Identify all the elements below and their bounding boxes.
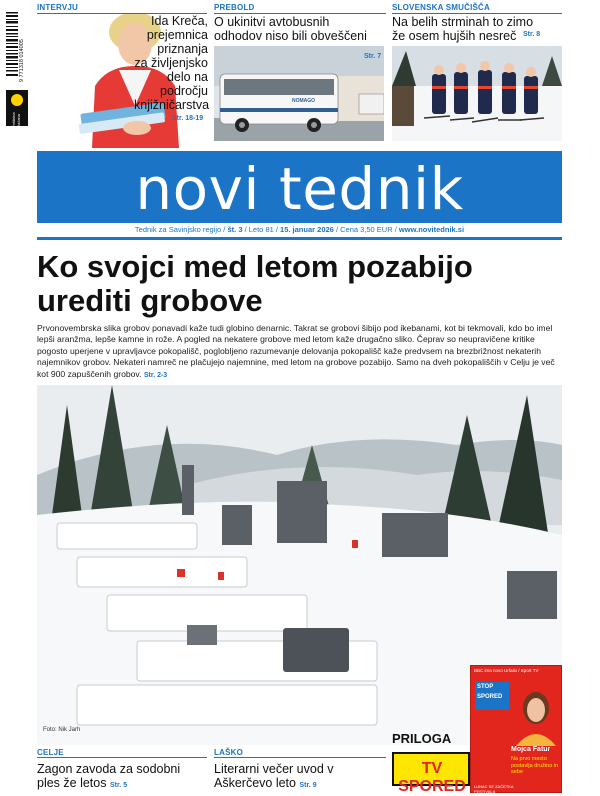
postage-label: Poštnina plačana bbox=[11, 112, 21, 128]
inset-logo bbox=[475, 682, 509, 710]
barcode bbox=[4, 8, 30, 128]
issue-price: / Cena 3,50 EUR / bbox=[335, 225, 397, 234]
skiers-illustration bbox=[392, 46, 562, 141]
inset-top-text: BBC ima novo Uršulo / Sport TV bbox=[474, 668, 539, 673]
teaser-smucisca-title[interactable]: Na belih strminah to zimo že osem hujših nesreč bbox=[392, 15, 534, 43]
teaser-prebold-title[interactable]: O ukinitvi avtobusnih odhodov niso bili obveščeni bbox=[214, 15, 367, 43]
section-label-smucisca: SLOVENSKA SMUČIŠČA bbox=[392, 3, 490, 12]
website-link[interactable]: www.novitednik.si bbox=[398, 225, 465, 234]
tv-guide-inset[interactable] bbox=[470, 665, 562, 793]
teaser-lasko-ref[interactable]: Str. 9 bbox=[299, 782, 317, 789]
section-label-intervju: INTERVJU bbox=[37, 3, 79, 12]
teaser-intervju-title[interactable]: Ida Kreča, prejemnica priznanja za življenjsko delo na področju knjižničarstva bbox=[134, 14, 210, 112]
teaser-smucisca-ref[interactable]: Str. 8 bbox=[523, 31, 541, 38]
newspaper-title[interactable]: novi tednik bbox=[135, 155, 464, 223]
main-lede bbox=[37, 323, 562, 381]
bus-photo[interactable] bbox=[214, 46, 384, 141]
ski-photo[interactable] bbox=[392, 46, 562, 141]
teaser-celje-ref[interactable]: Str. 5 bbox=[109, 782, 128, 789]
barcode-digits: 9 771318 014005 bbox=[19, 39, 25, 82]
volume-year: / Leto 81 / bbox=[244, 225, 278, 234]
section-label-celje: CELJE bbox=[37, 748, 64, 757]
issue-number: št. 3 bbox=[227, 225, 243, 234]
priloga-label: PRILOGA bbox=[392, 731, 452, 746]
masthead-info-line bbox=[37, 225, 562, 234]
inset-bottom-text: LUNAC SE ZAČETKA FESTIVALA bbox=[474, 784, 514, 794]
tv-spored-text: TV SPORED bbox=[398, 760, 466, 795]
masthead-divider bbox=[37, 237, 562, 240]
section-label-lasko: LAŠKO bbox=[214, 748, 243, 757]
issue-date: 15. januar 2026 bbox=[280, 225, 334, 234]
teaser-lasko-title[interactable]: Literarni večer uvod v Aškerčevo leto Str. 9 bbox=[214, 762, 334, 790]
info-prefix: Tednik za Savinjsko regijo / bbox=[134, 225, 226, 234]
main-story-ref[interactable]: Str. 2-3 bbox=[143, 371, 168, 379]
section-label-prebold: PREBOLD bbox=[214, 3, 255, 12]
inset-portrait bbox=[511, 686, 561, 746]
masthead bbox=[37, 151, 562, 223]
teaser-intervju-ref[interactable]: Str. 18-19 bbox=[172, 115, 204, 122]
photo-credit: Foto: Nik Jarh bbox=[43, 727, 81, 733]
teaser-prebold-ref[interactable]: Str. 7 bbox=[364, 53, 382, 60]
inset-spored-text: SPORED bbox=[477, 694, 503, 700]
tv-spored-badge[interactable] bbox=[392, 752, 470, 795]
bus-logo-text: NOMAGO bbox=[292, 98, 316, 104]
inset-caption: Na prvo mesto postavlja družino in sebe bbox=[511, 756, 559, 775]
inset-stop-text: STOP bbox=[477, 684, 494, 690]
main-headline[interactable]: Ko svojci med letom pozabijo urediti grobove bbox=[37, 249, 473, 318]
bus-illustration bbox=[214, 46, 384, 141]
inset-person-name: Mojca Fatur bbox=[511, 746, 551, 753]
teaser-celje-title[interactable]: Zagon zavoda za sodobni ples že letos Str. 5 bbox=[37, 762, 181, 790]
lede-text: Prvonovembrska slika grobov ponavadi kaže tudi globino denarnic. Takrat se grobovi šibijo pod ikebanami, kot bi tekmovali, kdo bo imel lepši aranžma, lepše kamne in rože. A pogled na nekatere grobove med letom kaže drugačno sliko. Čeprav so neupravičene kritike pogosto uperjene v upravljavce pokopališč, poglobljeno razumevanje delovanja pokopališč kaže predvsem na brezbrižnost nekaterih najemnikov grobov. Nekateri namreč ne plačujejo najemnine, med letom na grobove pozabijo. Samo na dveh pokopališčih v Celju je več kot 900 zapuščenih grobov. bbox=[37, 323, 555, 379]
